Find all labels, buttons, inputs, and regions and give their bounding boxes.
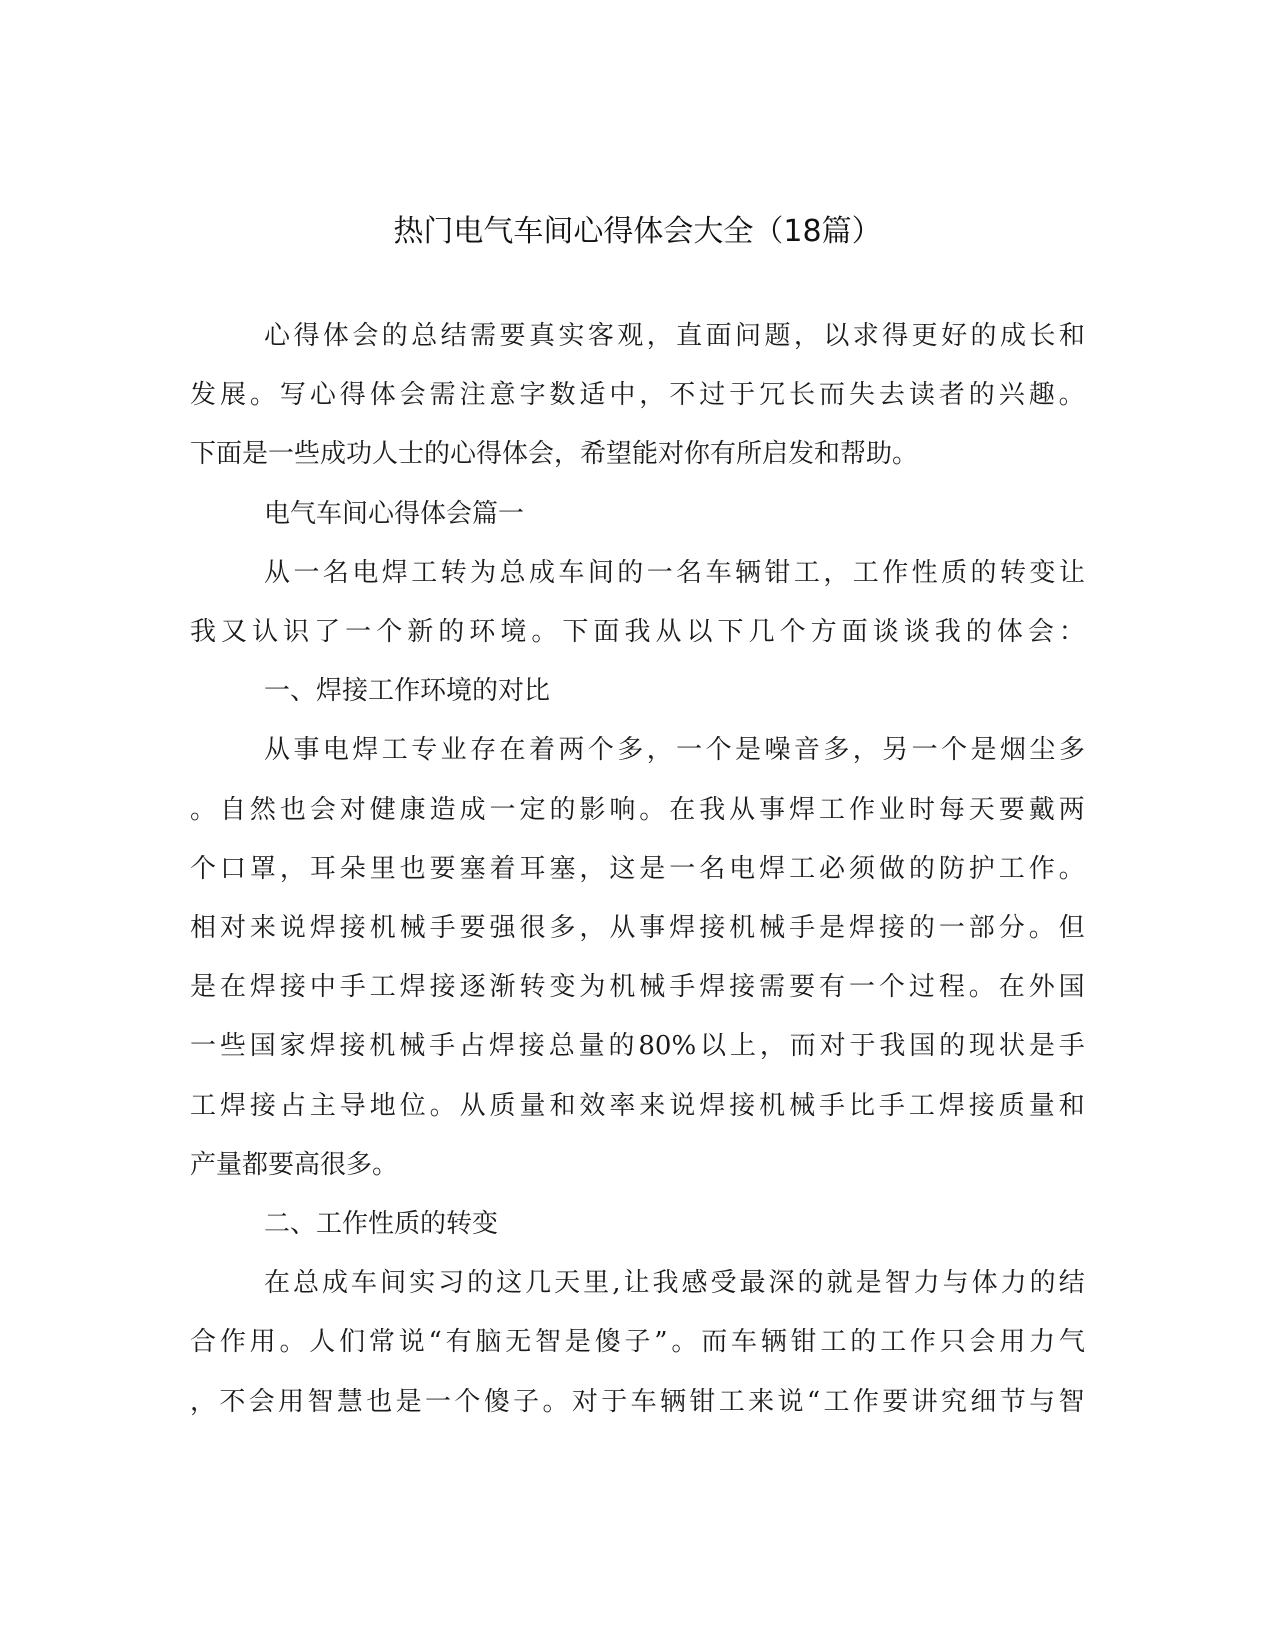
- body-line: 一、焊接工作环境的对比: [264, 676, 551, 706]
- body-line: 从 一 名 电 焊 工 转 为 总 成 车 间 的 一 名 车 辆 钳 工 ， 工 作 性 质 的 转 变 让: [264, 558, 1085, 588]
- body-line: 是 在 焊 接 中 手 工 焊 接 逐 渐 转 变 为 机 械 手 焊 接 需 要 有 一 个 过 程 。 在 外 国: [190, 972, 1085, 1002]
- body-line: 电气车间心得体会篇一: [264, 499, 525, 529]
- body-line: 从 事 电 焊 工 专 业 存 在 着 两 个 多 ， 一 个 是 噪 音 多 ， 另 一 个 是 烟 尘 多: [264, 735, 1085, 765]
- body-line: 二、工作性质的转变: [264, 1209, 499, 1239]
- body-line: 我 又 认 识 了 一 个 新 的 环 境 。 下 面 我 从 以 下 几 个 方 面 谈 谈 我 的 体 会 ：: [190, 617, 1085, 647]
- body-line: 心 得 体 会 的 总 结 需 要 真 实 客 观 ， 直 面 问 题 ， 以 求 得 更 好 的 成 长 和: [264, 321, 1085, 351]
- body-line: ， 不 会 用 智 慧 也 是 一 个 傻 子 。 对 于 车 辆 钳 工 来 说 “ 工 作 要 讲 究 细 节 与 智: [190, 1387, 1085, 1417]
- body-line: 工 焊 接 占 主 导 地 位 。 从 质 量 和 效 率 来 说 焊 接 机 械 手 比 手 工 焊 接 质 量 和: [190, 1091, 1085, 1121]
- body-line: 个 口 罩 ， 耳 朵 里 也 要 塞 着 耳 塞 ， 这 是 一 名 电 焊 工 必 须 做 的 防 护 工 作 。: [190, 854, 1085, 884]
- body-line: 。 自 然 也 会 对 健 康 造 成 一 定 的 影 响 。 在 我 从 事 焊 工 作 业 时 每 天 要 戴 两: [190, 795, 1085, 825]
- body-line: 在 总 成 车 间 实 习 的 这 几 天 里 , 让 我 感 受 最 深 的 就 是 智 力 与 体 力 的 结: [264, 1268, 1085, 1298]
- body-line: 产量都要高很多。: [190, 1150, 399, 1180]
- body-line: 相 对 来 说 焊 接 机 械 手 要 强 很 多 ， 从 事 焊 接 机 械 手 是 焊 接 的 一 部 分 。 但: [190, 913, 1085, 943]
- body-line: 下面是一些成功人士的心得体会，希望能对你有所启发和帮助。: [190, 439, 919, 469]
- body-line: 发 展 。 写 心 得 体 会 需 注 意 字 数 适 中 ， 不 过 于 冗 长 而 失 去 读 者 的 兴 趣 。: [190, 380, 1085, 410]
- document-title: 热门电气车间心得体会大全（18篇）: [393, 214, 882, 249]
- body-line: 一 些 国 家 焊 接 机 械 手 占 焊 接 总 量 的 80% 以 上 ， 而 对 于 我 国 的 现 状 是 手: [190, 1031, 1085, 1061]
- body-line: 合 作 用 。 人 们 常 说 “ 有 脑 无 智 是 傻 子 ” 。 而 车 辆 钳 工 的 工 作 只 会 用 力 气: [190, 1327, 1085, 1357]
